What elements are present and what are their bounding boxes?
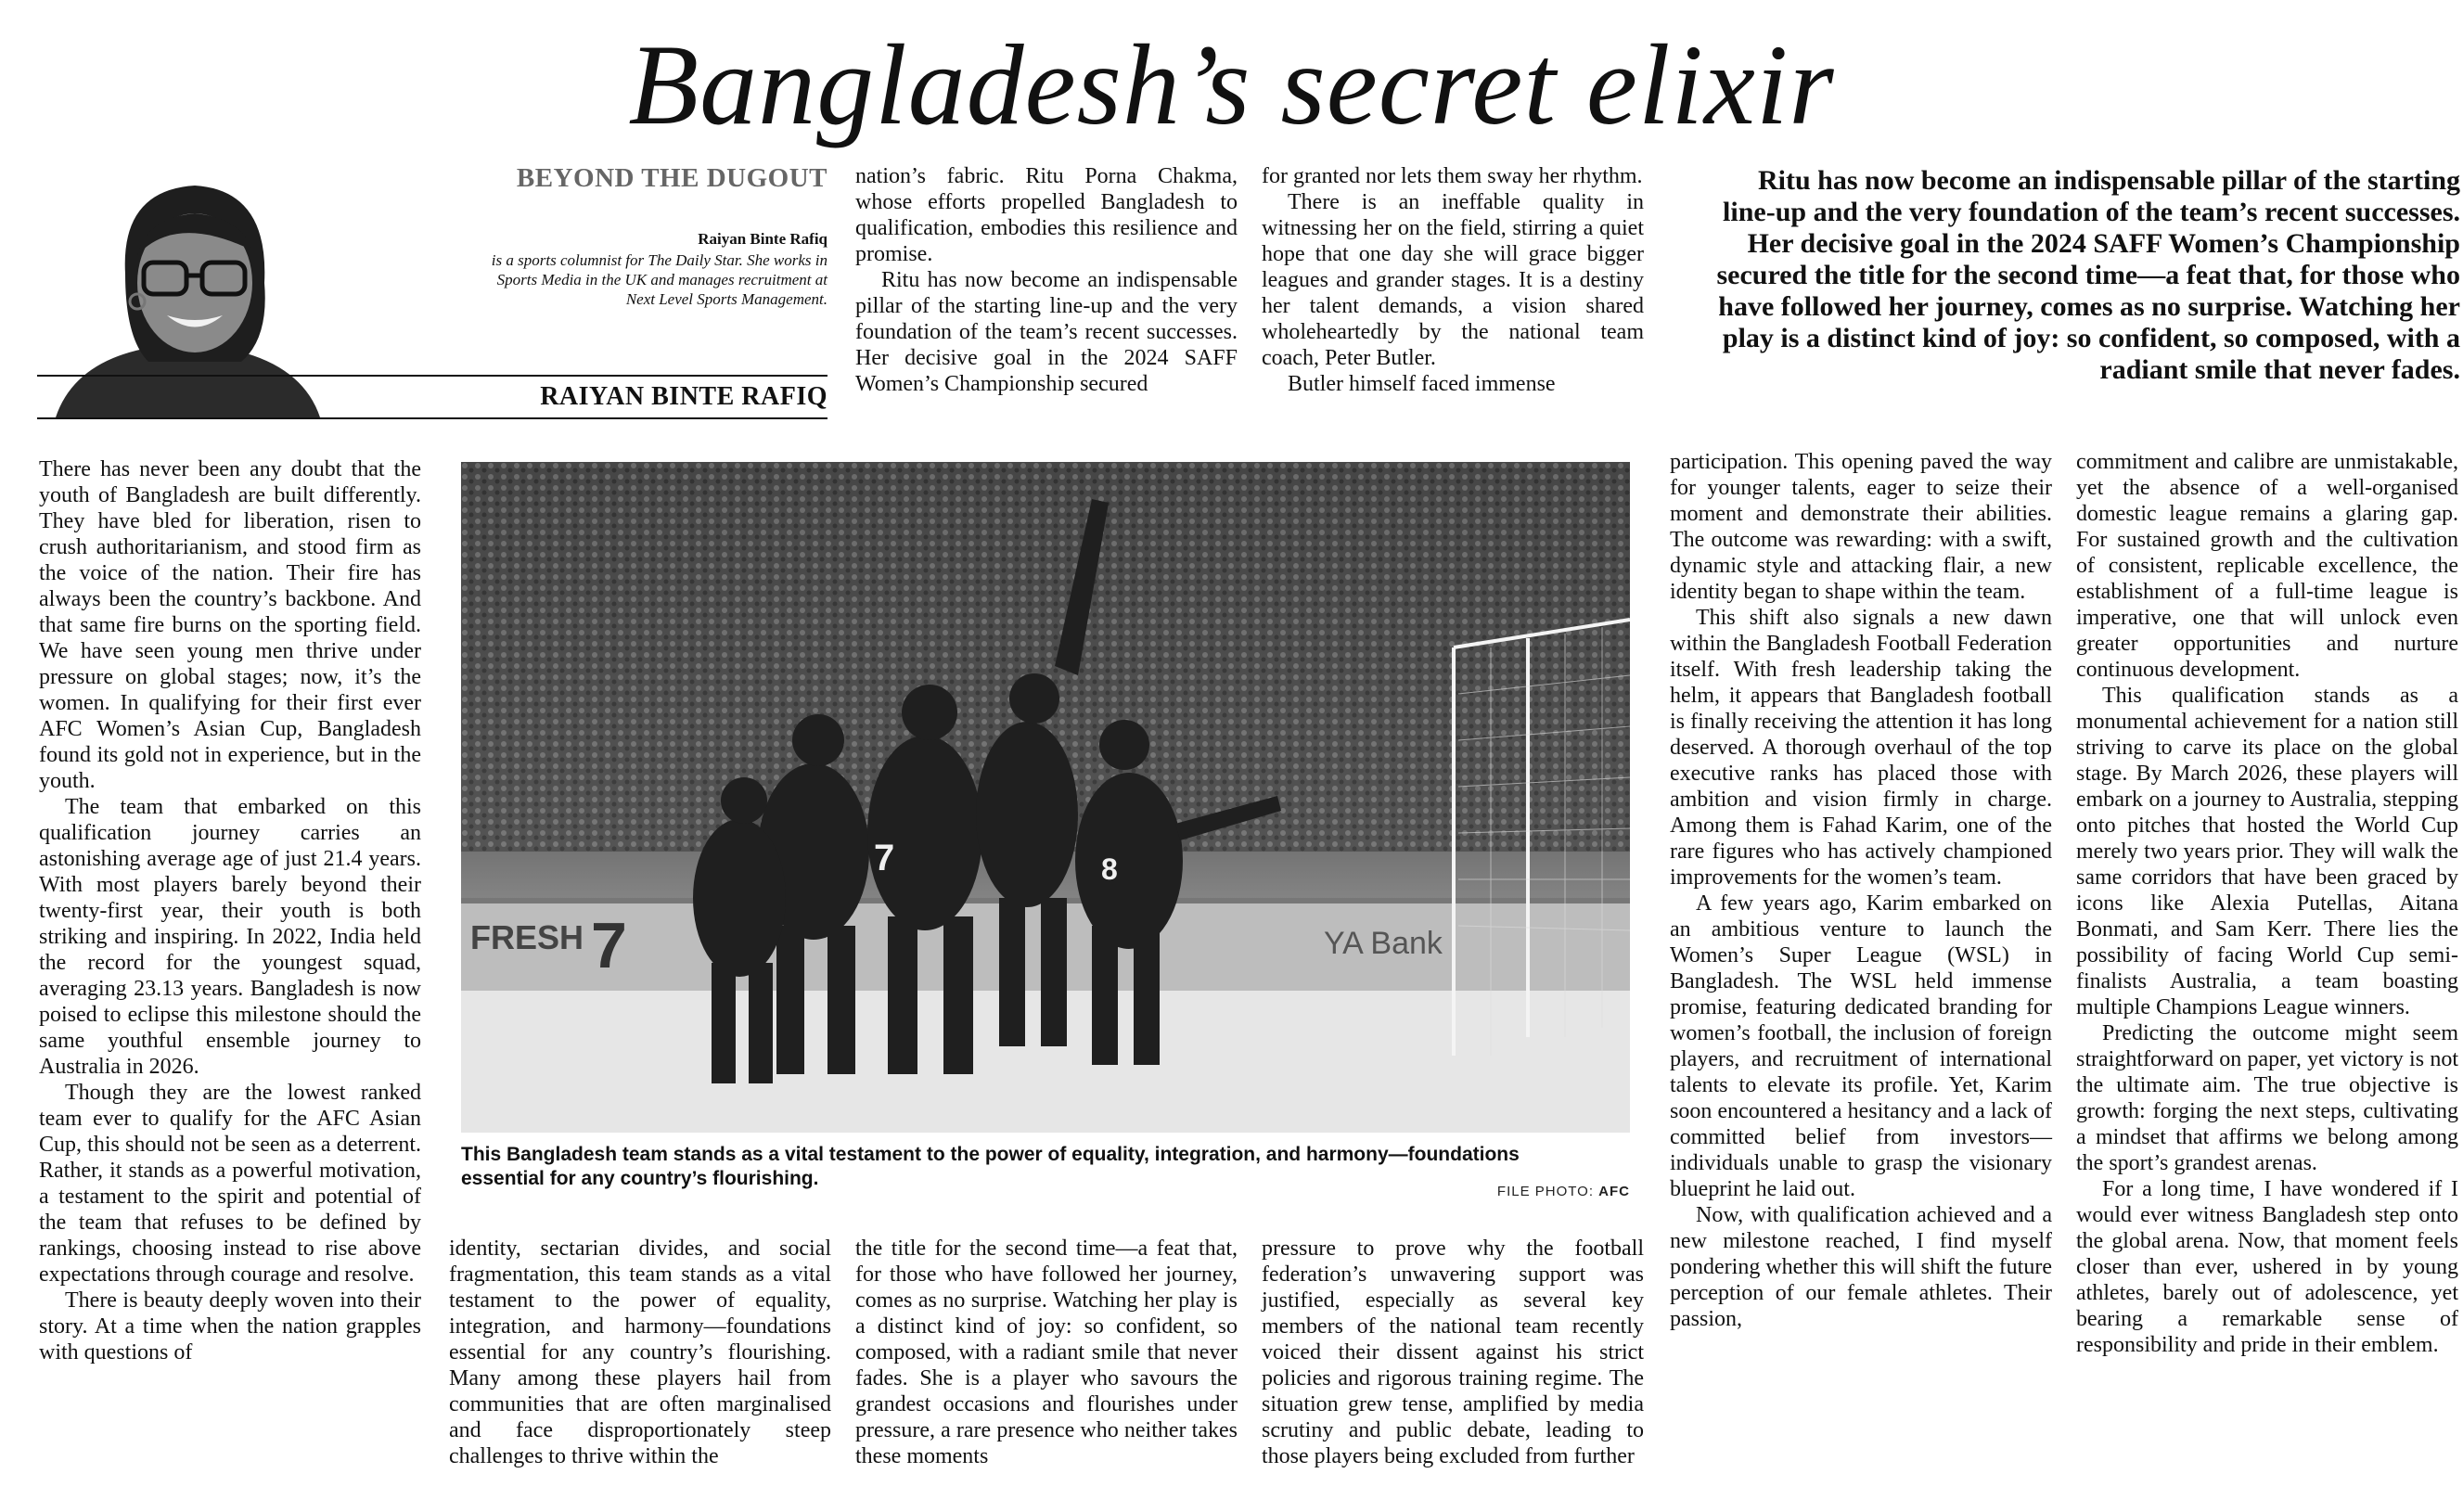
column-3-top xyxy=(1262,163,1644,397)
paragraph: Predicting the outcome might seem straightforward on paper, yet victory is not the ultimate aim. The true objective is growth: forging the next steps, cultivating a mindset that affirms we belong among the sport’s grandest arenas. xyxy=(2076,1021,2458,1175)
column-2-top xyxy=(855,163,1238,397)
column-6 xyxy=(2076,449,2458,1358)
paragraph: Ritu has now become an indispensable pillar of the starting line-up and the very foundation of the team’s recent successes. Her decisive goal in the 2024 SAFF Women’s Championship secured xyxy=(855,268,1238,396)
headline: Bangladesh’s secret elixir xyxy=(628,21,1835,148)
team-photo xyxy=(461,462,1630,1133)
paragraph: Now, with qualification achieved and a new milestone reached, I find myself pondering whether this will shift the future perception of our female athletes. Their passion, xyxy=(1670,1203,2052,1331)
paragraph: There is an ineffable quality in witnessing her on the field, stirring a quiet hope that one day she will grace bigger leagues and grander stages. It is a destiny her talent demands, a vision shared wholeheartedly by the national team coach, Peter Butler. xyxy=(1262,190,1644,370)
header-bottom-rule xyxy=(37,417,827,419)
paragraph: There has never been any doubt that the youth of Bangladesh are built differently. They have bled for liberation, risen to crush authoritarianism, and stood firm as the voice of the nation. Their fire has always been the country’s backbone. And that same fire burns on the sporting field. We have seen young men thrive under pressure on global stages; now, it’s the women. In qualifying for their first ever AFC Women’s Asian Cup, Bangladesh found its gold not in experience, but in the youth. xyxy=(39,457,421,793)
column-5 xyxy=(1670,449,2052,1332)
paragraph: nation’s fabric. Ritu Porna Chakma, whose efforts propelled Bangladesh to qualification, embodies this resilience and promise. xyxy=(855,164,1238,266)
svg-text:7: 7 xyxy=(874,838,895,878)
author-name: Raiyan Binte Rafiq xyxy=(698,230,827,248)
byline: RAIYAN BINTE RAFIQ xyxy=(540,382,827,411)
svg-text:FRESH: FRESH xyxy=(470,918,584,956)
svg-text:8: 8 xyxy=(1101,852,1118,886)
pull-quote: Ritu has now become an indispensable pillar of the starting line-up and the very foundation of the team’s recent successes. Her decisive goal in the 2024 SAFF Women’s Championship secured the title for the second time—a feat that, for those who have followed her journey, comes as no surprise. Watching her play is a distinct kind of joy: so confident, so composed, with a radiant smile that never fades. xyxy=(1716,165,2460,385)
paragraph: for granted nor lets them sway her rhythm. xyxy=(1262,164,1643,188)
paragraph: For a long time, I have wondered if I would ever witness Bangladesh step onto the global arena. Now, that moment feels closer than ever, ushered in by young athletes, barely out of adolescence, yet bearing a remarkable sense of responsibility and pride in their emblem. xyxy=(2076,1177,2458,1357)
paragraph: the title for the second time—a feat that, for those who have followed her journey, comes as no surprise. Watching her play is a distinct kind of joy: so confident, so composed, with a radiant smile that never fades. She is a player who savours the grandest occasions and flourishes under pressure, a rare presence who neither takes these moments xyxy=(855,1237,1238,1468)
column-2-bottom xyxy=(449,1236,831,1469)
photo-credit-label: FILE PHOTO: xyxy=(1496,1184,1594,1199)
photo-credit xyxy=(1259,1184,1630,1199)
author-bio: is a sports columnist for The Daily Star. She works in Sports Media in the UK and manages recruitment at Next Level Sports Management. xyxy=(491,251,827,308)
paragraph: identity, sectarian divides, and social fragmentation, this team stands as a vital testament to the power of equality, integration, and harmony—foundations essential for any country’s flourishing. Many among these players hail from communities that are often marginalised and face disproportionately steep challenges to thrive within the xyxy=(449,1237,831,1468)
paragraph: commitment and calibre are unmistakable, yet the absence of a well-organised domestic league remains a glaring gap. For sustained growth and the cultivation of consistent, replicable excellence, the establishment of a full-time league is imperative, one that will unlock even greater opportunities and nurture continuous development. xyxy=(2076,450,2458,682)
paragraph: This qualification stands as a monumental achievement for a nation still striving to carve its place on the global stage. By March 2026, these players will embark on a journey to Australia, stepping onto pitches that hosted the World Cup merely two years prior. They will walk the same corridors that have been graced by icons like Alexia Putellas, Aitana Bonmati, and Sam Kerr. There lies the possibility of facing World Cup semi-finalists Australia, a team boasting multiple Champions League winners. xyxy=(2076,684,2458,1019)
svg-text:7: 7 xyxy=(591,909,627,981)
paragraph: A few years ago, Karim embarked on an ambitious venture to launch the Women’s Super League (WSL) in Bangladesh. The WSL held immense promise, featuring dedicated branding for women’s football, the inclusion of foreign players, and recruitment of international talents to elevate its profile. Yet, Karim soon encountered a hesitancy and a lack of committed belief from investors—individuals unable to grasp the visionary blueprint he laid out. xyxy=(1670,891,2052,1201)
byline-rule xyxy=(37,375,827,377)
paragraph: There is beauty deeply woven into their story. At a time when the nation grapples with questions of xyxy=(39,1288,421,1365)
column-4-bottom xyxy=(1262,1236,1644,1469)
paragraph: Butler himself faced immense xyxy=(1288,372,1556,396)
paragraph: pressure to prove why the football federation’s unwavering support was justified, especially as several key members of the national team recently voiced their dissent against his strict policies and rigorous training regime. The situation grew tense, amplified by media scrutiny and public debate, leading to those players being excluded from further xyxy=(1262,1237,1644,1468)
column-3-bottom xyxy=(855,1236,1238,1469)
paragraph: participation. This opening paved the way for younger talents, eager to seize their moment and demonstrate their abilities. The outcome was rewarding: with a swift, dynamic style and attacking flair, a new identity began to shape within the team. xyxy=(1670,450,2052,604)
photo-credit-source: AFC xyxy=(1598,1184,1630,1199)
paragraph: Though they are the lowest ranked team ever to qualify for the AFC Asian Cup, this should not be seen as a deterrent. Rather, it stands as a powerful motivation, a testament to the spirit and potential of the team that refuses to be defined by rankings, choosing instead to rise above expectations through courage and resolve. xyxy=(39,1081,421,1287)
photo-caption: This Bangladesh team stands as a vital testament to the power of equality, integration, and harmony—foundations essential for any country’s flourishing. xyxy=(461,1144,1520,1189)
paragraph: The team that embarked on this qualification journey carries an astonishing average age of just 21.4 years. With most players barely beyond their twenty-first year, their youth is both striking and inspiring. In 2022, India held the record for the youngest squad, averaging 23.13 years. Bangladesh is now poised to eclipse this milestone should the same youthful ensemble journey to Australia in 2026. xyxy=(39,795,421,1079)
svg-text:YA Bank: YA Bank xyxy=(1324,926,1443,961)
column-1 xyxy=(39,456,421,1365)
author-photo xyxy=(37,162,334,417)
column-kicker: BEYOND THE DUGOUT xyxy=(516,163,827,193)
paragraph: This shift also signals a new dawn within the Bangladesh Football Federation itself. With fresh leadership taking the helm, it appears that Bangladesh football is finally receiving the attention it has long deserved. A thorough overhaul of the top executive ranks has placed those with ambition and vision firmly in charge. Among them is Fahad Karim, one of the rare figures who has actively championed improvements for the women’s team. xyxy=(1670,606,2052,890)
